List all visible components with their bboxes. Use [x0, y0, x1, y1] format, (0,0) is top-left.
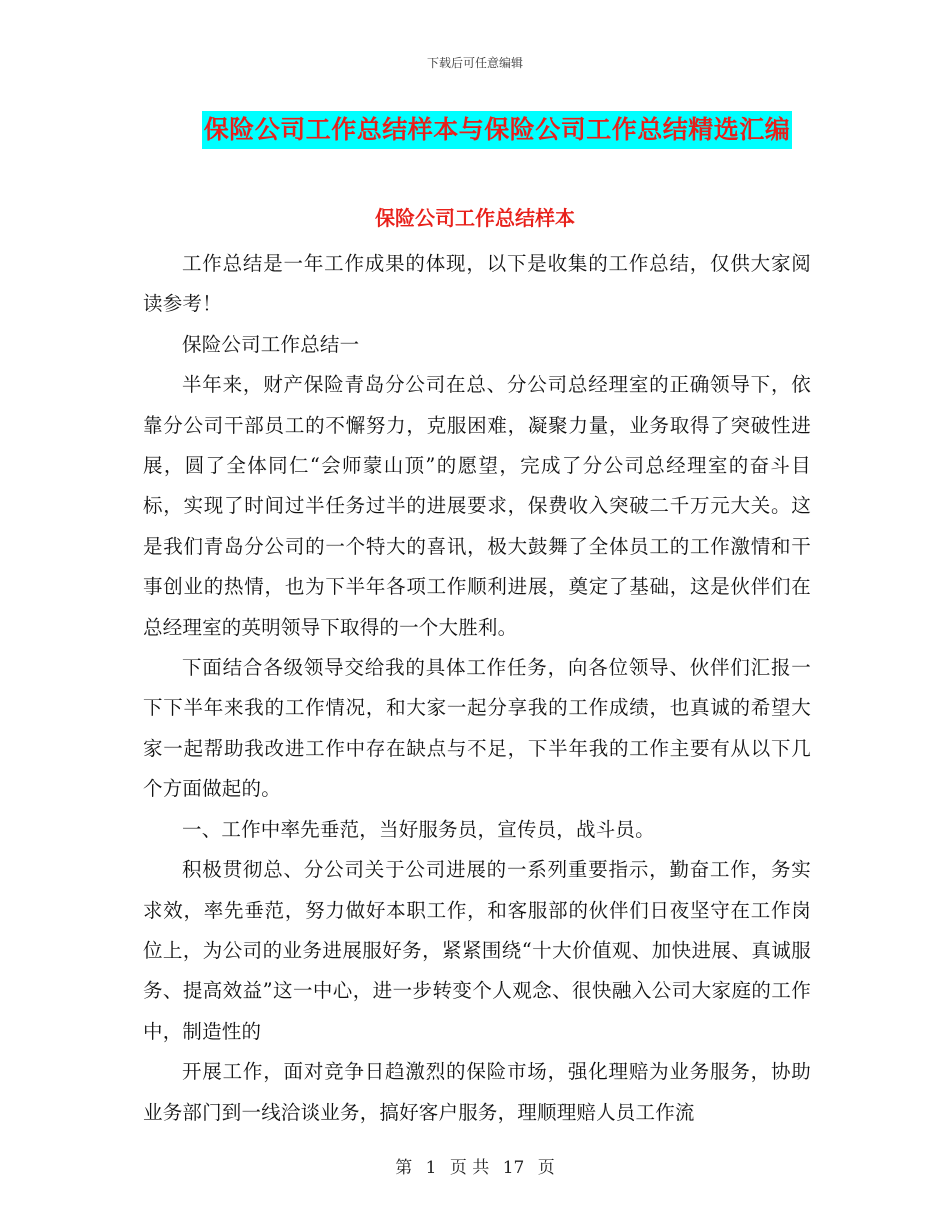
footer-suffix: 页: [537, 1158, 555, 1178]
page-total: 17: [502, 1158, 525, 1178]
paragraph: 保险公司工作总结一: [182, 332, 360, 356]
document-body: [143, 244, 811, 1133]
footer-middle: 页 共: [449, 1158, 490, 1178]
document-title: 保险公司工作总结样本与保险公司工作总结精选汇编: [202, 111, 793, 149]
paragraph: 下面结合各级领导交给我的具体工作任务，向各位领导、伙伴们汇报一下下半年来我的工作情况，和大家一起分享我的工作成绩，也真诚的希望大家一起帮助我改进工作中存在缺点与不足，下半年我的工作主要有从以下几个方面做起的。: [143, 656, 811, 801]
section-title: 保险公司工作总结样本: [375, 206, 575, 230]
page-number: 1: [425, 1158, 437, 1178]
paragraph: 积极贯彻总、分公司关于公司进展的一系列重要指示，勤奋工作，务实求效，率先垂范，努力做好本职工作，和客服部的伙伴们日夜坚守在工作岗位上，为公司的业务进展服好务，紧紧围绕“十大价值观、加快进展、真诚服务、提高效益”这一中心，进一步转变个人观念、很快融入公司大家庭的工作中，制造性的: [143, 858, 811, 1043]
document-title-container: [0, 111, 950, 149]
paragraph: 开展工作，面对竞争日趋激烈的保险市场，强化理赔为业务服务，协助业务部门到一线洽谈业务，搞好客户服务，理顺理赔人员工作流: [143, 1060, 811, 1124]
footer-prefix: 第: [395, 1158, 413, 1178]
paragraph: 工作总结是一年工作成果的体现，以下是收集的工作总结，仅供大家阅读参考！: [143, 252, 811, 316]
page-footer: [0, 1153, 950, 1178]
paragraph: 一、工作中率先垂范，当好服务员，宣传员，战斗员。: [182, 817, 655, 841]
paragraph: 半年来，财产保险青岛分公司在总、分公司总经理室的正确领导下，依靠分公司干部员工的不懈努力，克服困难，凝聚力量，业务取得了突破性进展，圆了全体同仁“会师蒙山顶”的愿望，完成了分公司总经理室的奋斗目标，实现了时间过半任务过半的进展要求，保费收入突破二千万元大关。这是我们青岛分公司的一个特大的喜讯，极大鼓舞了全体员工的工作激情和干事创业的热情，也为下半年各项工作顺利进展，奠定了基础，这是伙伴们在总经理室的英明领导下取得的一个大胜利。: [143, 373, 811, 639]
header-note: 下载后可任意编辑: [426, 56, 523, 70]
